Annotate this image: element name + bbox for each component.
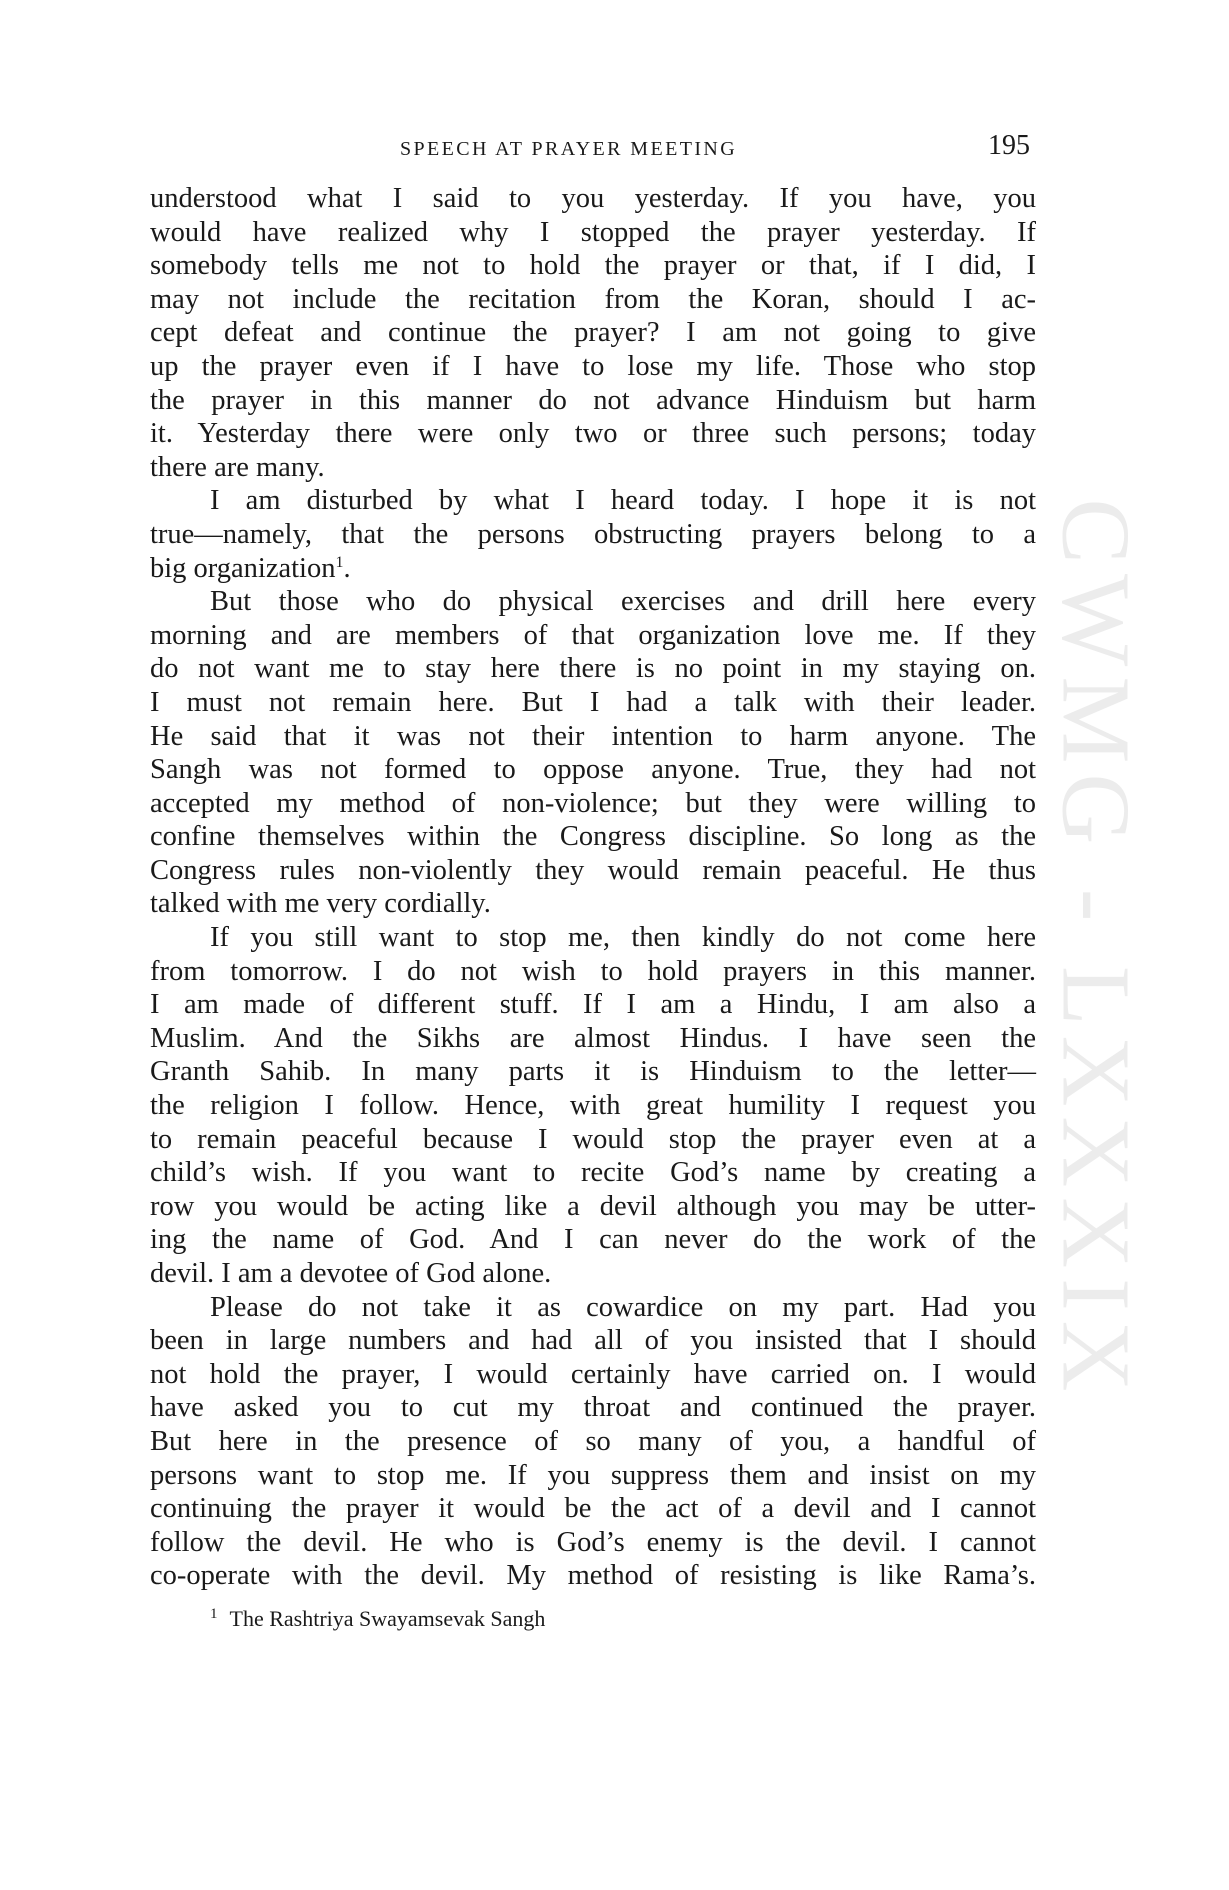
text-line: I am disturbed by what I heard today. I hope it is not bbox=[210, 485, 1036, 517]
text-line: it. Yesterday there were only two or three such persons; today bbox=[150, 418, 1036, 450]
text-line: He said that it was not their intention to harm anyone. The bbox=[150, 720, 1036, 752]
watermark-text: CWMG - LXXXIX bbox=[1041, 498, 1149, 1402]
footnote bbox=[210, 1606, 545, 1632]
text-line: been in large numbers and had all of you insisted that I should bbox=[150, 1325, 1036, 1357]
footnote-text: The Rashtriya Swayamsevak Sangh bbox=[229, 1606, 546, 1631]
text-line: I must not remain here. But I had a talk with their leader. bbox=[150, 686, 1036, 718]
text-line: to remain peaceful because I would stop the prayer even at a bbox=[150, 1123, 1036, 1155]
text-line: Sangh was not formed to oppose anyone. True, they had not bbox=[150, 754, 1036, 786]
text-line: cept defeat and continue the prayer? I am not going to give bbox=[150, 317, 1036, 349]
text-line: Please do not take it as cowardice on my part. Had you bbox=[210, 1291, 1036, 1323]
body-text bbox=[150, 182, 1036, 1593]
text-line: co-operate with the devil. My method of resisting is like Rama’s. bbox=[150, 1560, 1036, 1592]
text-line: confine themselves within the Congress discipline. So long as the bbox=[150, 821, 1036, 853]
watermark bbox=[1041, 315, 1149, 1585]
text-line: from tomorrow. I do not wish to hold prayers in this manner. bbox=[150, 955, 1036, 987]
text-line: understood what I said to you yesterday. If you have, you bbox=[150, 183, 1036, 214]
page-header bbox=[150, 130, 1030, 170]
text-line: I am made of different stuff. If I am a Hindu, I am also a bbox=[150, 989, 1036, 1021]
text-line: ing the name of God. And I can never do the work of the bbox=[150, 1224, 1036, 1256]
text-line: But here in the presence of so many of you, a handful of bbox=[150, 1425, 1036, 1457]
text-line: true—namely, that the persons obstructing prayers belong to a bbox=[150, 518, 1036, 550]
text-line-content: big organization bbox=[150, 552, 336, 584]
text-line: not hold the prayer, I would certainly have carried on. I would bbox=[150, 1358, 1036, 1390]
text-line: row you would be acting like a devil although you may be utter- bbox=[150, 1190, 1036, 1222]
text-line: Congress rules non-violently they would remain peaceful. He thus bbox=[150, 854, 1036, 886]
text-line: up the prayer even if I have to lose my life. Those who stop bbox=[150, 350, 1036, 382]
text-line: would have realized why I stopped the prayer yesterday. If bbox=[150, 216, 1036, 248]
text-line: continuing the prayer it would be the act of a devil and I cannot bbox=[150, 1493, 1036, 1525]
text-line: accepted my method of non-violence; but they were willing to bbox=[150, 787, 1036, 819]
text-line: persons want to stop me. If you suppress them and insist on my bbox=[150, 1459, 1036, 1491]
text-line: Muslim. And the Sikhs are almost Hindus. I have seen the bbox=[150, 1022, 1036, 1054]
text-line: follow the devil. He who is God’s enemy is the devil. I cannot bbox=[150, 1526, 1036, 1558]
text-line: may not include the recitation from the Koran, should I ac- bbox=[150, 283, 1036, 315]
text-line: have asked you to cut my throat and continued the prayer. bbox=[150, 1392, 1036, 1424]
running-head: SPEECH AT PRAYER MEETING bbox=[400, 138, 738, 160]
text-line: there are many. bbox=[150, 451, 325, 483]
text-line: If you still want to stop me, then kindly do not come here bbox=[210, 922, 1036, 954]
text-line: the religion I follow. Hence, with great humility I request you bbox=[150, 1090, 1036, 1122]
text-line: morning and are members of that organization love me. If they bbox=[150, 619, 1036, 651]
footnote-marker: 1 bbox=[210, 1606, 218, 1622]
footnote-reference: 1 bbox=[335, 553, 344, 571]
page-number: 195 bbox=[988, 130, 1030, 161]
text-line: big organization$^1$. bbox=[150, 552, 351, 584]
text-line: devil. I am a devotee of God alone. bbox=[150, 1258, 552, 1289]
text-line: the prayer in this manner do not advance Hinduism but harm bbox=[150, 384, 1036, 416]
text-line: Granth Sahib. In many parts it is Hinduism to the letter— bbox=[150, 1056, 1036, 1088]
text-line: But those who do physical exercises and drill here every bbox=[210, 586, 1036, 618]
text-line: child’s wish. If you want to recite God’s name by creating a bbox=[150, 1157, 1036, 1189]
text-line: somebody tells me not to hold the prayer or that, if I did, I bbox=[150, 250, 1036, 282]
text-line: talked with me very cordially. bbox=[150, 888, 491, 920]
text-line: do not want me to stay here there is no point in my staying on. bbox=[150, 653, 1036, 685]
